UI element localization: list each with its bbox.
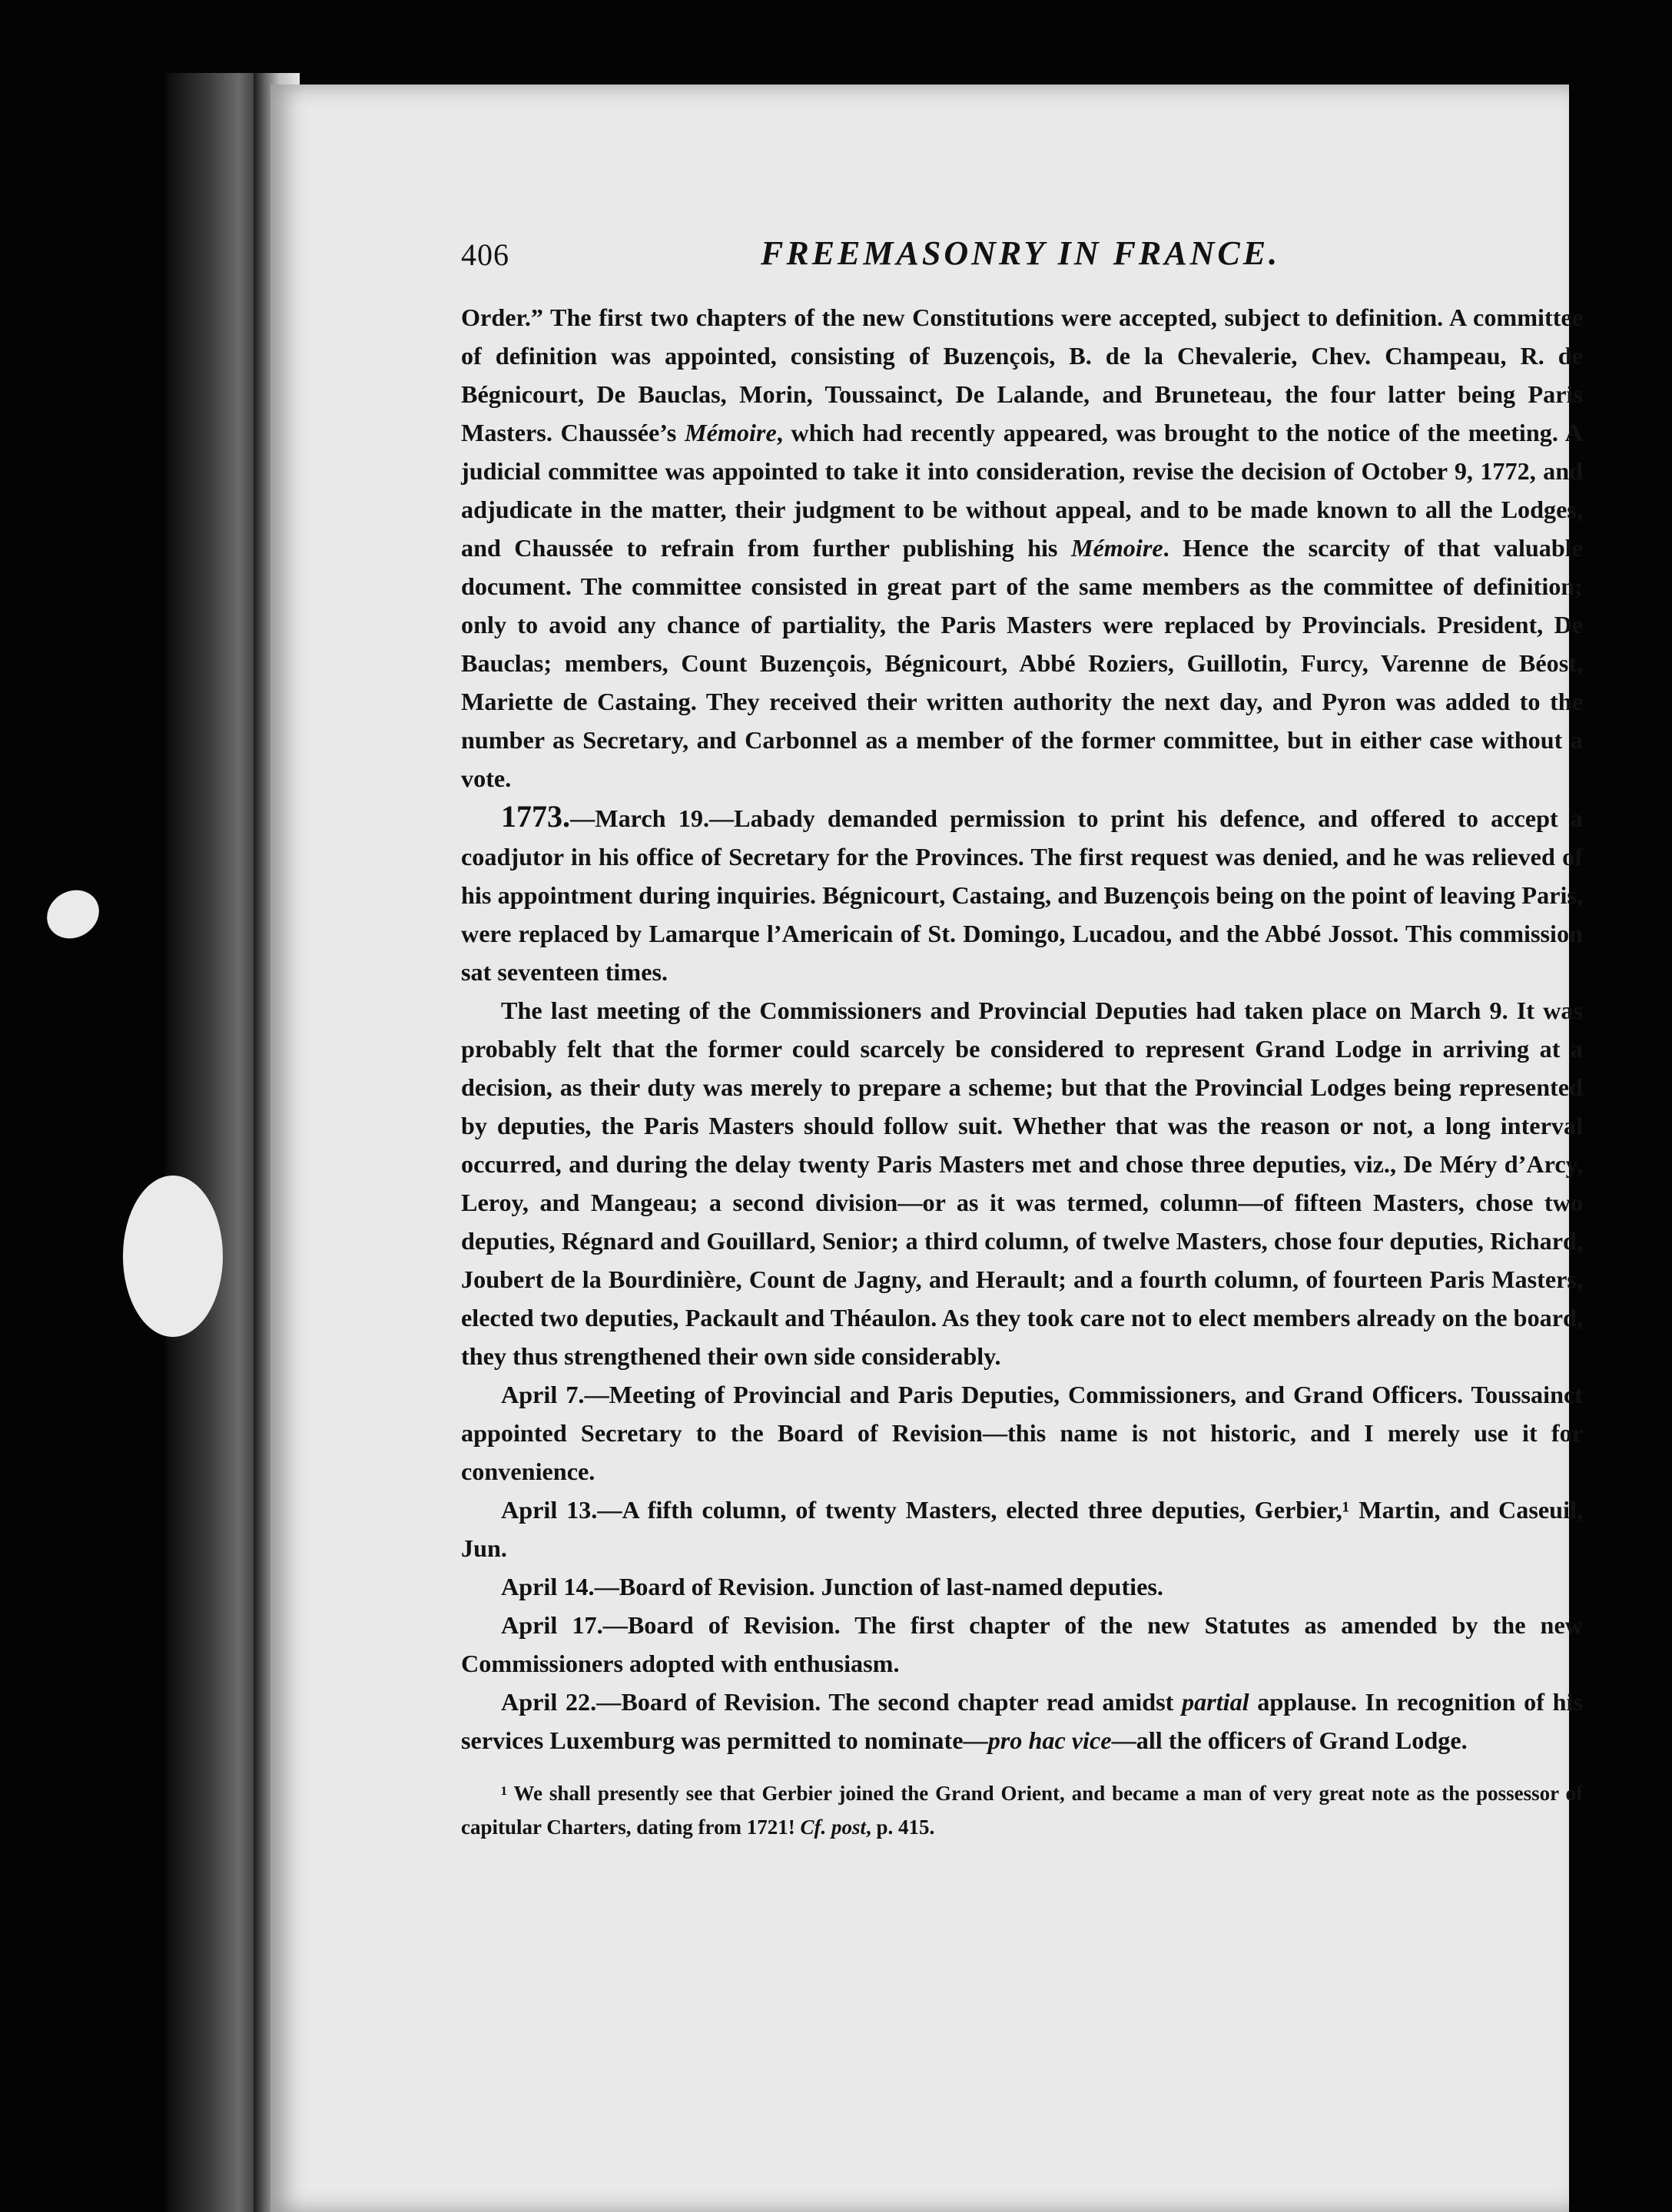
italic-text: pro hac vice bbox=[987, 1726, 1112, 1754]
text-run: , p. 415. bbox=[865, 1816, 935, 1839]
text-run: April 13.—A fifth column, of twenty Masters, elected three deputies, Gerbier,¹ Martin, and Caseuil, Jun. bbox=[461, 1496, 1583, 1562]
paragraph bbox=[461, 1375, 1583, 1491]
text-run: —March 19.—Labady demanded permission to print his defence, and offered to accept a coadjutor in his office of Secretary for the Provinces. The first request was denied, and he was relieved of his appointment during inquiries. Bégnicourt, Castaing, and Buzençois being on the point of leaving Paris, were replaced by Lamarque l’Americain of St. Domingo, Lucadou, and the Abbé Jossot. This commission sat seventeen times. bbox=[461, 804, 1583, 986]
text-run: applause. In recognition of his services Luxemburg was permitted to nominate— bbox=[461, 1688, 1583, 1754]
text-run: The last meeting of the Commissioners and Provincial Deputies had taken place on March 9. It was probably felt that the former could scarcely be considered to represent Grand Lodge in arriving at a decision, as their duty was merely to prepare a scheme; but that the Provincial Lodges being represented by deputies, the Paris Masters should follow suit. Whether that was the reason or not, a long interval occurred, and during the delay twenty Paris Masters met and chose three deputies, viz., De Méry d’Arcy, Leroy, and Mangeau; a second division—or as it was termed, column—of fifteen Masters, chose two deputies, Régnard and Gouillard, Senior; a third column, of twelve Masters, chose four deputies, Richard, Joubert de la Bourdinière, Count de Jagny, and Herault; and a fourth column, of fourteen Paris Masters, elected two deputies, Packault and Théaulon. As they took care not to elect members already on the board, they thus strengthened their own side considerably. bbox=[461, 997, 1583, 1370]
text-run: April 14.—Board of Revision. Junction of last-named deputies. bbox=[501, 1573, 1163, 1600]
paragraph bbox=[461, 1683, 1583, 1759]
text-run: April 7.—Meeting of Provincial and Paris Deputies, Commissioners, and Grand Officers. Toussainct appointed Secretary to the Board of Revision—this name is not historic, and I merely use it for convenience. bbox=[461, 1381, 1583, 1485]
italic-text: Mémoire bbox=[1070, 534, 1163, 562]
running-title: FREEMASONRY IN FRANCE. bbox=[761, 234, 1281, 272]
text-run: —all the officers of Grand Lodge. bbox=[1111, 1726, 1468, 1754]
page-content bbox=[461, 230, 1583, 1844]
paragraph bbox=[461, 1567, 1583, 1606]
paragraph bbox=[461, 298, 1583, 798]
text-run: . Hence the scarcity of that valuable document. The committee consisted in great part of the same members as the committee of definition; only to avoid any chance of partiality, the Paris Masters were replaced by Provincials. President, De Bauclas; members, Count Buzençois, Bégnicourt, Abbé Roziers, Guillotin, Furcy, Varenne de Béost, Mariette de Castaing. They received their written authority the next day, and Pyron was added to the number as Secretary, and Carbonnel as a member of the former committee, but in either case without a vote. bbox=[461, 534, 1584, 792]
text-run: , which had recently appeared, was brought to the notice of the meeting. A judicial committee was appointed to take it into consideration, revise the decision of October 9, 1772, and adjudicate in the matter, their judgment to be without appeal, and to be made known to all the Lodges, and Chaussée to refrain from further publishing his bbox=[461, 419, 1583, 562]
paragraph bbox=[461, 798, 1583, 991]
text-run: ¹ We shall presently see that Gerbier joined the Grand Orient, and became a man of very great note as the possessor of capitular Charters, dating from 1721! bbox=[461, 1782, 1583, 1839]
page-header bbox=[461, 230, 1583, 284]
paragraph bbox=[461, 1606, 1583, 1683]
text-run: April 17.—Board of Revision. The first chapter of the new Statutes as amended by the new Commissioners adopted with enthusiasm. bbox=[461, 1611, 1583, 1677]
text-run: April 22.—Board of Revision. The second chapter read amidst bbox=[501, 1688, 1182, 1716]
italic-text: partial bbox=[1181, 1688, 1249, 1716]
italic-text: Mémoire bbox=[684, 419, 777, 446]
margin-blot bbox=[123, 1176, 223, 1337]
footnote bbox=[461, 1776, 1583, 1844]
paragraph bbox=[461, 991, 1583, 1375]
paragraph bbox=[461, 1491, 1583, 1567]
italic-text: Cf. post bbox=[800, 1816, 866, 1839]
body-text bbox=[461, 298, 1583, 1759]
margin-blot bbox=[38, 881, 108, 948]
page-number: 406 bbox=[461, 237, 509, 272]
text-run: Order.” The first two chapters of the new Constitutions were accepted, subject to definition. A committee of definition was appointed, consisting of Buzençois, B. de la Chevalerie, Chev. Champeau, R. de Bégnicourt, De Bauclas, Morin, Toussainct, De Lalande, and Bruneteau, the four latter being Paris Masters. Chaussée’s bbox=[461, 303, 1583, 446]
year-heading: 1773. bbox=[501, 799, 570, 834]
